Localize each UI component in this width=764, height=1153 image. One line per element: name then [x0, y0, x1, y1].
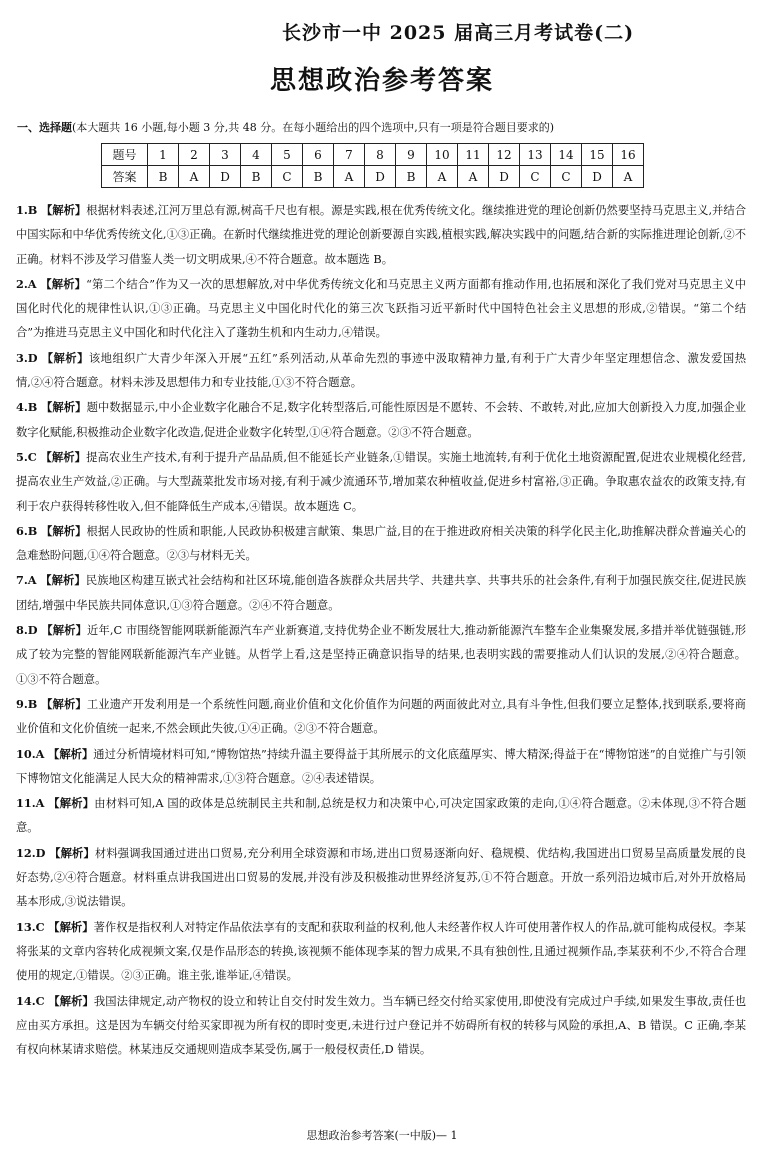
answer-cell: D [582, 166, 613, 188]
document-header-title: 长沙市一中 2025 届高三月考试卷(二) [282, 22, 635, 44]
analysis-tag: 【解析】 [41, 623, 88, 638]
item-text: 民族地区构建互嵌式社会结构和社区环境,能创造各族群众共居共学、共建共享、共事共乐的社会条件,有利于加强民族交往,促进民族团结,增强中华民族共同体意识,①③符合题意。②④不符合题意。 [16, 574, 746, 612]
table-header-number: 题号 [102, 144, 148, 166]
explanation-item [16, 445, 746, 519]
item-number: 5.C [16, 449, 37, 464]
analysis-tag: 【解析】 [40, 203, 87, 217]
question-number-cell: 3 [210, 144, 241, 166]
item-number: 6.B [16, 523, 38, 538]
analysis-tag: 【解析】 [48, 919, 94, 934]
explanation-item [16, 791, 746, 841]
section-heading [17, 119, 757, 135]
analysis-tag: 【解析】 [41, 696, 87, 711]
question-number-cell: 14 [551, 144, 582, 166]
page-title: 思想政治参考答案 [269, 66, 494, 96]
answer-cell: B [303, 166, 334, 188]
item-number: 1.B [16, 203, 38, 217]
question-number-cell: 5 [272, 144, 303, 166]
analysis-tag: 【解析】 [48, 993, 94, 1008]
explanation-item [16, 692, 746, 742]
item-number: 13.C [16, 919, 45, 934]
explanation-item [16, 841, 746, 915]
analysis-tag: 【解析】 [41, 350, 89, 365]
question-number-cell: 1 [148, 144, 179, 166]
item-text: 根据人民政协的性质和职能,人民政协积极建言献策、集思广益,目的在于推进政府相关决策的科学化民主化,助推解决群众普遍关心的急难愁盼问题,①④符合题意。②③与材料无关。 [16, 524, 746, 563]
item-text: 由材料可知,A 国的政体是总统制民主共和制,总统是权力和决策中心,可决定国家政策的走向,①④符合题意。②未体现,③不符合题意。 [16, 797, 746, 835]
item-text: 根据材料表述,江河万里总有源,树高千尺也有根。源是实践,根在优秀传统文化。继续推进党的理论创新仍然要坚持马克思主义,并结合中国实际和中华优秀传统文化,①③正确。在新时代继续推进党的理论创新要源自实践,植根实践,解决实践中的问题,结合新的实际推进理论创新,②不正确。材料不涉及学习借鉴人类一切文明成果,④不符合题意。故本题选 B。 [16, 204, 746, 266]
analysis-tag: 【解析】 [40, 276, 87, 291]
answer-cell: D [210, 166, 241, 188]
question-number-cell: 11 [458, 144, 489, 166]
item-text: 工业遗产开发利用是一个系统性问题,商业价值和文化价值作为问题的两面彼此对立,具有斗争性,但我们要立足整体,找到联系,要将商业价值和文化价值统一起来,不然会顾此失彼,①④正确。②③不符合题意。 [16, 697, 746, 736]
analysis-tag: 【解析】 [41, 400, 87, 415]
explanation-item [16, 989, 746, 1063]
question-number-cell: 6 [303, 144, 334, 166]
analysis-tag: 【解析】 [41, 523, 87, 538]
analysis-tag: 【解析】 [40, 449, 87, 464]
item-text: 该地组织广大青少年深入开展“五红”系列活动,从革命先烈的事迹中汲取精神力量,有利于广大青少年坚定理想信念、激发爱国热情,②④符合题意。材料未涉及思想伟力和专业技能,①③不符合题意。 [16, 351, 746, 390]
answer-cell: B [241, 166, 272, 188]
explanation-item [16, 568, 746, 618]
question-number-cell: 8 [365, 144, 396, 166]
analysis-tag: 【解析】 [40, 573, 86, 588]
answer-cell: C [520, 166, 551, 188]
answer-table-number-row [102, 144, 644, 166]
item-text: 我国法律规定,动产物权的设立和转让自交付时发生效力。当车辆已经交付给买家使用,即使没有完成过户手续,如果发生事故,责任也应由买方承担。这是因为车辆交付给买家即视为所有权的即时变更,未进行过户登记并不妨碍所有权的转移与风险的承担,A、B 错误。C 正确,李某有权向林某请求赔偿。林某违反交通规则造成李某受伤,属于一般侵权责任,D 错误。 [16, 994, 746, 1057]
answer-cell: A [613, 166, 644, 188]
question-number-cell: 13 [520, 144, 551, 166]
item-number: 9.B [16, 696, 38, 711]
item-number: 11.A [16, 796, 45, 811]
explanation-item [16, 272, 746, 346]
question-number-cell: 7 [334, 144, 365, 166]
answer-cell: B [396, 166, 427, 188]
answer-cell: D [365, 166, 396, 188]
section-description: (本大题共 16 小题,每小题 3 分,共 48 分。在每小题给出的四个选项中,只有一项是符合题目要求的) [72, 121, 555, 134]
explanation-item [16, 198, 746, 272]
question-number-cell: 2 [179, 144, 210, 166]
item-text: 题中数据显示,中小企业数字化融合不足,数字化转型落后,可能性原因是不愿转、不会转、不敢转,对此,应加大创新投入力度,加强企业数字化赋能,积极推动企业数字化改造,促进企业数字化转型,①④符合题意。②③不符合题意。 [16, 401, 746, 439]
answer-cell: D [489, 166, 520, 188]
answer-table [101, 143, 644, 188]
table-header-answer: 答案 [102, 166, 148, 188]
answer-cell: C [551, 166, 582, 188]
question-number-cell: 9 [396, 144, 427, 166]
item-text: “第二个结合”作为又一次的思想解放,对中华优秀传统文化和马克思主义两方面都有推动作用,也拓展和深化了我们党对马克思主义中国化时代化的规律性认识,①③正确。马克思主义中国化时代化的第三次飞跃指习近平新时代中国特色社会主义思想的形成,②错误。“第二个结合”为推进马克思主义中国化和时代化注入了蓬勃生机和内生动力,④错误。 [16, 277, 746, 340]
analysis-tag: 【解析】 [48, 746, 94, 761]
explanation-item [16, 915, 746, 989]
item-number: 2.A [16, 276, 37, 291]
item-text: 著作权是指权利人对特定作品依法享有的支配和获取利益的权利,他人未经著作权人许可使用著作权人的作品,就可能构成侵权。李某将张某的文章内容转化成视频文案,仅是作品形态的转换,该视频不能体现李某的智力成果,不具有独创性,且通过视频作品,李某获利不少,不符合合理使用的规定,①错误。②③正确。谁主张,谁举证,④错误。 [16, 920, 746, 983]
answer-table-answer-row [102, 166, 644, 188]
explanation-item [16, 519, 746, 569]
question-number-cell: 16 [613, 144, 644, 166]
item-text: 材料强调我国通过进出口贸易,充分利用全球资源和市场,进出口贸易逐渐向好、稳规模、优结构,我国进出口贸易呈高质量发展的良好态势,②④符合题意。材料重点讲我国进出口贸易的发展,并没有涉及积极推动世界经济复苏,①不符合题意。开放一系列沿边城市后,对外开放格局基本形成,③说法错误。 [16, 846, 746, 909]
question-number-cell: 12 [489, 144, 520, 166]
explanation-item [16, 742, 746, 792]
item-number: 10.A [16, 746, 45, 761]
explanation-item [16, 618, 746, 692]
item-number: 12.D [16, 845, 46, 860]
item-number: 8.D [16, 623, 38, 638]
answer-cell: B [148, 166, 179, 188]
section-label: 一、选择题 [17, 121, 72, 134]
analysis-tag: 【解析】 [49, 845, 95, 860]
question-number-cell: 4 [241, 144, 272, 166]
question-number-cell: 15 [582, 144, 613, 166]
item-number: 3.D [16, 350, 38, 365]
explanation-item [16, 395, 746, 445]
item-text: 提高农业生产技术,有利于提升产品品质,但不能延长产业链条,①错误。实施土地流转,有利于优化土地资源配置,促进农业规模化经营,提高农业生产效益,②正确。与大型蔬菜批发市场对接,有利于减少流通环节,增加菜农种植收益,促进乡村富裕,③正确。争取惠农益农的政策支持,有利于农户获得转移性收入,但不能降低生产成本,④错误。故本题选 C。 [16, 450, 746, 513]
analysis-tag: 【解析】 [48, 796, 95, 811]
item-number: 4.B [16, 400, 38, 415]
item-number: 7.A [16, 573, 37, 588]
question-number-cell: 10 [427, 144, 458, 166]
answer-cell: A [427, 166, 458, 188]
answer-cell: A [334, 166, 365, 188]
explanation-item [16, 346, 746, 396]
explanation-list [16, 198, 746, 1062]
answer-cell: C [272, 166, 303, 188]
answer-cell: A [458, 166, 489, 188]
page-footer: 思想政治参考答案(一中版)— 1 [306, 1129, 458, 1142]
item-text: 通过分析情境材料可知,“博物馆热”持续升温主要得益于其所展示的文化底蕴厚实、博大精深;得益于在“博物馆迷”的自觉推广与引领下博物馆文化能满足人民大众的精神需求,①③符合题意。②④表述错误。 [16, 747, 746, 785]
item-text: 近年,C 市围绕智能网联新能源汽车产业新赛道,支持优势企业不断发展壮大,推动新能源汽车整车企业集聚发展,多措并举优链强链,形成了较为完整的智能网联新能源汽车产业链。从哲学上看,这是坚持正确意识指导的结果,也表明实践的需要推动人们认识的发展,②④符合题意。①③不符合题意。 [16, 624, 746, 686]
item-number: 14.C [16, 993, 45, 1008]
answer-cell: A [179, 166, 210, 188]
